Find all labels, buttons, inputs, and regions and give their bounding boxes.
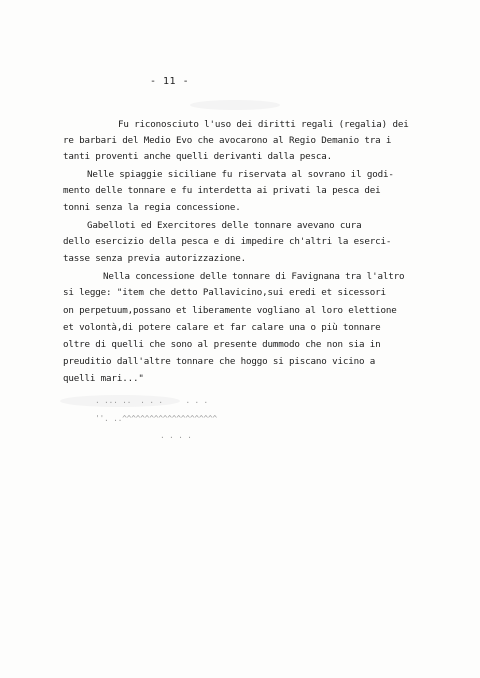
text-line: mento delle tonnare e fu interdetta ai privati la pesca dei [63, 185, 381, 196]
text-line: Nelle spiaggie siciliane fu riservata al sovrano il godi- [87, 169, 394, 180]
text-line: si legge: "item che detto Pallavicino,sui eredi et sicessori [63, 287, 386, 298]
text-line: Fu riconosciuto l'uso dei diritti regali (regalia) dei [118, 119, 409, 130]
scan-noise: ''. ..^^^^^^^^^^^^^^^^^^^^^ [95, 414, 217, 423]
text-line: quelli mari..." [63, 373, 144, 384]
text-line: preuditio dall'altre tonnare che hoggo si piscano vicino a [63, 356, 376, 367]
page-number: - 11 - [150, 76, 190, 87]
scan-noise: . . . . [160, 431, 192, 440]
scan-noise: . ... .. . . . . . . [95, 396, 208, 405]
scan-smudge [190, 100, 280, 110]
text-line: re barbari del Medio Evo che avocarono al Regio Demanio tra i [63, 135, 392, 146]
text-line: dello esercizio della pesca e di impedire ch'altri la eserci- [63, 236, 392, 247]
text-line: tanti proventi anche quelli derivanti dalla pesca. [63, 151, 333, 162]
text-line: oltre di quelli che sono al presente dummodo che non sia in [63, 339, 381, 350]
text-line: tonni senza la regia concessione. [63, 202, 241, 213]
text-line: on perpetuum,possano et liberamente vogliano al loro elettione [63, 305, 397, 316]
text-line: Nella concessione delle tonnare di Favignana tra l'altro [103, 271, 405, 282]
text-line: et volontà,di potere calare et far calare una o più tonnare [63, 322, 381, 333]
text-line: Gabelloti ed Exercitores delle tonnare avevano cura [87, 220, 362, 231]
text-line: tasse senza previa autorizzazione. [63, 253, 246, 264]
